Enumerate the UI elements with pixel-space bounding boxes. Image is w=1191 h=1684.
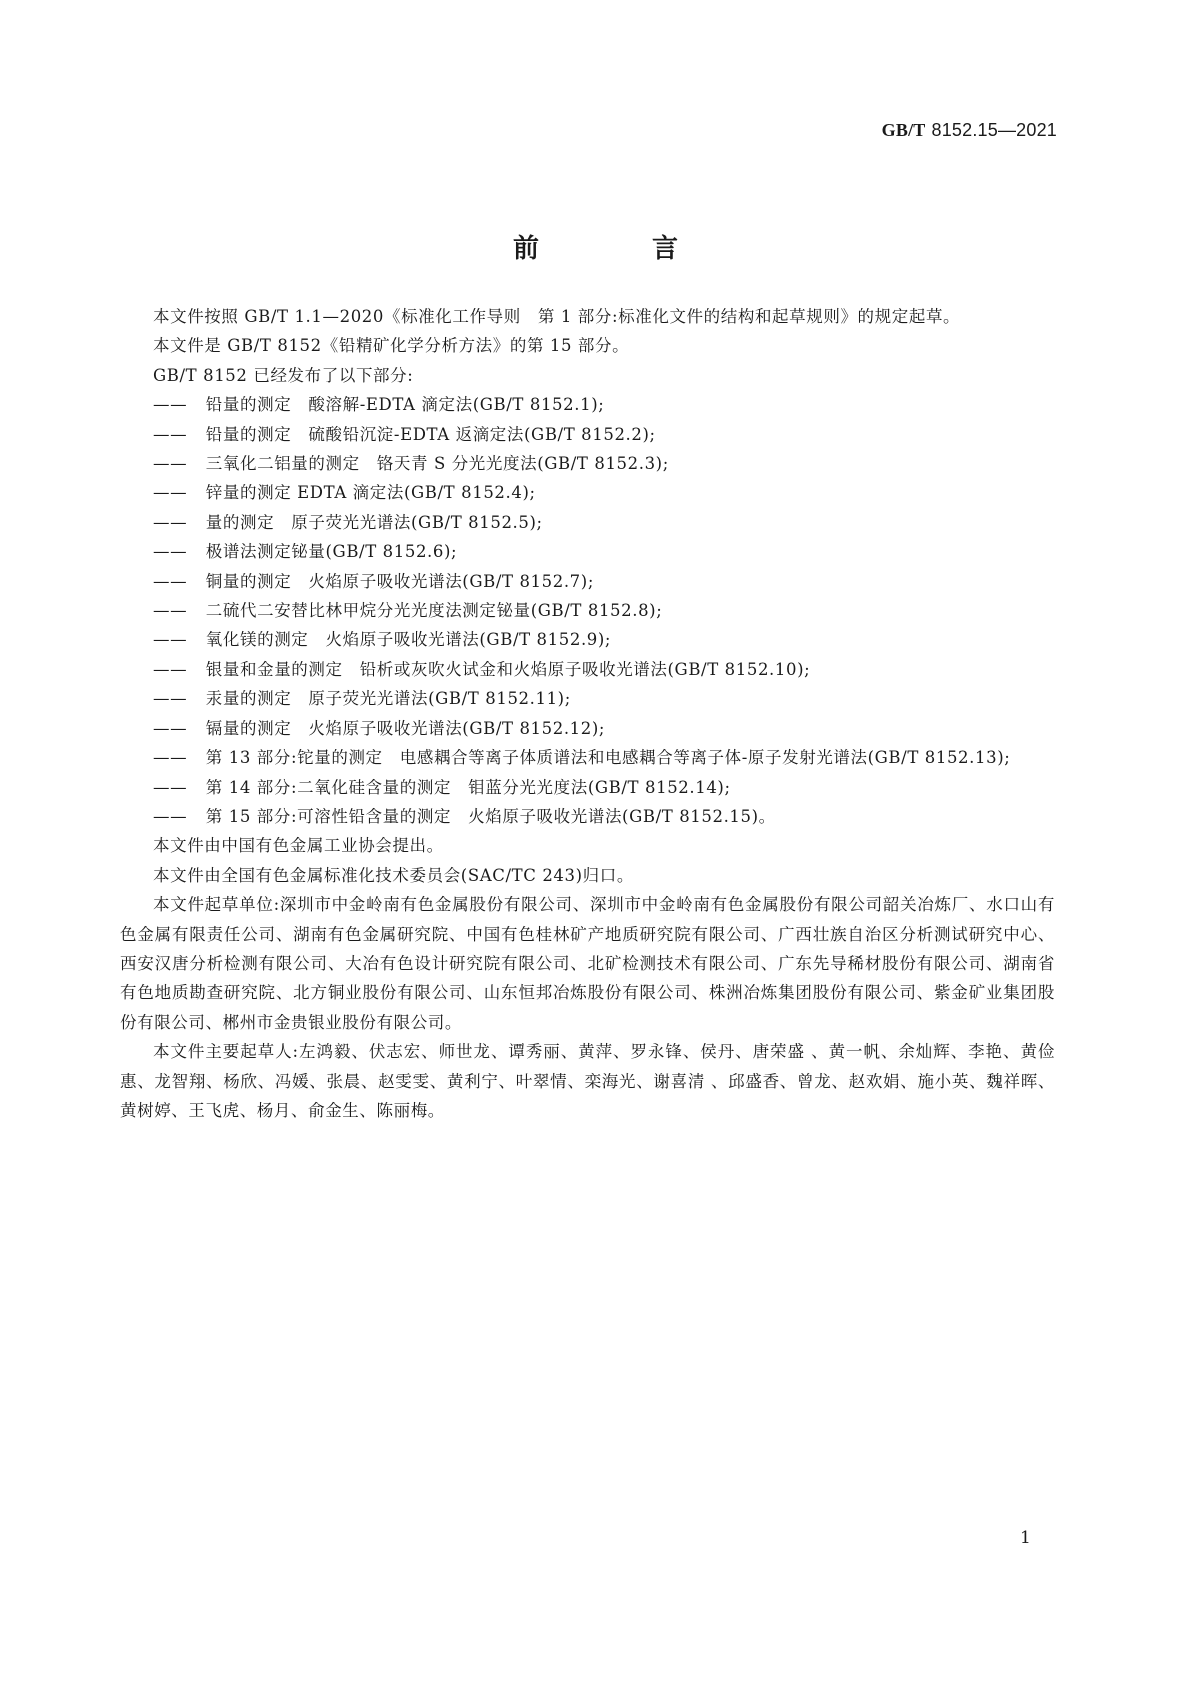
- list-item: —— 铜量的测定 火焰原子吸收光谱法(GB/T 8152.7);: [153, 567, 1055, 596]
- list-item: —— 铅量的测定 硫酸铅沉淀-EDTA 返滴定法(GB/T 8152.2);: [153, 420, 1055, 449]
- paragraph-drafting-rules: 本文件按照 GB/T 1.1—2020《标准化工作导则 第 1 部分:标准化文件的结构和起草规则》的规定起草。: [153, 307, 961, 326]
- standard-prefix: GB/T: [881, 120, 926, 140]
- list-item: —— 银量和金量的测定 铅析或灰吹火试金和火焰原子吸收光谱法(GB/T 8152.10);: [153, 655, 1055, 684]
- dash-bullet: ——: [153, 395, 188, 415]
- list-item: —— 二硫代二安替比林甲烷分光光度法测定铋量(GB/T 8152.8);: [153, 596, 1055, 625]
- dash-bullet: ——: [153, 601, 188, 621]
- dash-bullet: ——: [153, 659, 188, 679]
- foreword-body: [120, 302, 1055, 1125]
- paragraph-published-parts: GB/T 8152 已经发布了以下部分:: [153, 365, 414, 385]
- dash-bullet: ——: [153, 777, 188, 797]
- dash-bullet: ——: [153, 718, 188, 738]
- list-item: —— 第 15 部分:可溶性铅含量的测定 火焰原子吸收光谱法(GB/T 8152.15)。: [153, 802, 1055, 831]
- dash-bullet: ——: [153, 483, 188, 503]
- list-item: —— 锌量的测定 EDTA 滴定法(GB/T 8152.4);: [153, 478, 1055, 507]
- dash-bullet: ——: [153, 748, 188, 768]
- paragraph-part-info: 本文件是 GB/T 8152《铅精矿化学分析方法》的第 15 部分。: [153, 336, 630, 356]
- dash-bullet: ——: [153, 689, 188, 709]
- list-item: —— 第 14 部分:二氧化硅含量的测定 钼蓝分光光度法(GB/T 8152.14);: [153, 773, 1055, 802]
- dash-bullet: ——: [153, 424, 188, 444]
- paragraph-centralized-by: 本文件由全国有色金属标准化技术委员会(SAC/TC 243)归口。: [153, 865, 634, 885]
- list-item: —— 铅量的测定 酸溶解-EDTA 滴定法(GB/T 8152.1);: [153, 390, 1055, 419]
- paragraph-proposed-by: 本文件由中国有色金属工业协会提出。: [153, 836, 444, 856]
- page-number: 1: [1020, 1528, 1031, 1548]
- paragraph-drafting-units: 本文件起草单位:深圳市中金岭南有色金属股份有限公司、深圳市中金岭南有色金属股份有限公司韶关冶炼厂、水口山有色金属有限责任公司、湖南有色金属研究院、中国有色桂林矿产地质研究院有限公司、广西壮族自治区分析测试研究中心、西安汉唐分析检测有限公司、大冶有色设计研究院有限公司、北矿检测技术有限公司、广东先导稀材股份有限公司、湖南省有色地质勘查研究院、北方铜业股份有限公司、山东恒邦冶炼股份有限公司、株洲冶炼集团股份有限公司、紫金矿业集团股份有限公司、郴州市金贵银业股份有限公司。: [120, 895, 1055, 1032]
- dash-bullet: ——: [153, 454, 188, 474]
- parts-list: [120, 390, 1055, 831]
- list-item: —— 量的测定 原子荧光光谱法(GB/T 8152.5);: [153, 508, 1055, 537]
- dash-bullet: ——: [153, 571, 188, 591]
- list-item: —— 极谱法测定铋量(GB/T 8152.6);: [153, 537, 1055, 566]
- list-item: —— 汞量的测定 原子荧光光谱法(GB/T 8152.11);: [153, 684, 1055, 713]
- standard-number: [882, 120, 1057, 141]
- list-item: —— 三氧化二铝量的测定 铬天青 S 分光光度法(GB/T 8152.3);: [153, 449, 1055, 478]
- list-item: —— 第 13 部分:铊量的测定 电感耦合等离子体质谱法和电感耦合等离子体-原子发射光谱法(GB/T 8152.13);: [153, 743, 1055, 772]
- dash-bullet: ——: [153, 806, 188, 826]
- list-item: —— 镉量的测定 火焰原子吸收光谱法(GB/T 8152.12);: [153, 714, 1055, 743]
- dash-bullet: ——: [153, 512, 188, 532]
- list-item: —— 氧化镁的测定 火焰原子吸收光谱法(GB/T 8152.9);: [153, 625, 1055, 654]
- dash-bullet: ——: [153, 542, 188, 562]
- page-title: 前 言: [512, 234, 731, 264]
- dash-bullet: ——: [153, 630, 188, 650]
- paragraph-main-drafters: 本文件主要起草人:左鸿毅、伏志宏、师世龙、谭秀丽、黄萍、罗永锋、侯丹、唐荣盛 、黄一帆、余灿辉、李艳、黄俭惠、龙智翔、杨欣、冯媛、张晨、赵雯雯、黄利宁、叶翠情、栾海光、谢喜清 、邱盛香、曾龙、赵欢娟、施小英、魏祥晖、黄树婷、王飞虎、杨月、俞金生、陈丽梅。: [120, 1042, 1055, 1120]
- standard-code: 8152.15—2021: [931, 120, 1057, 140]
